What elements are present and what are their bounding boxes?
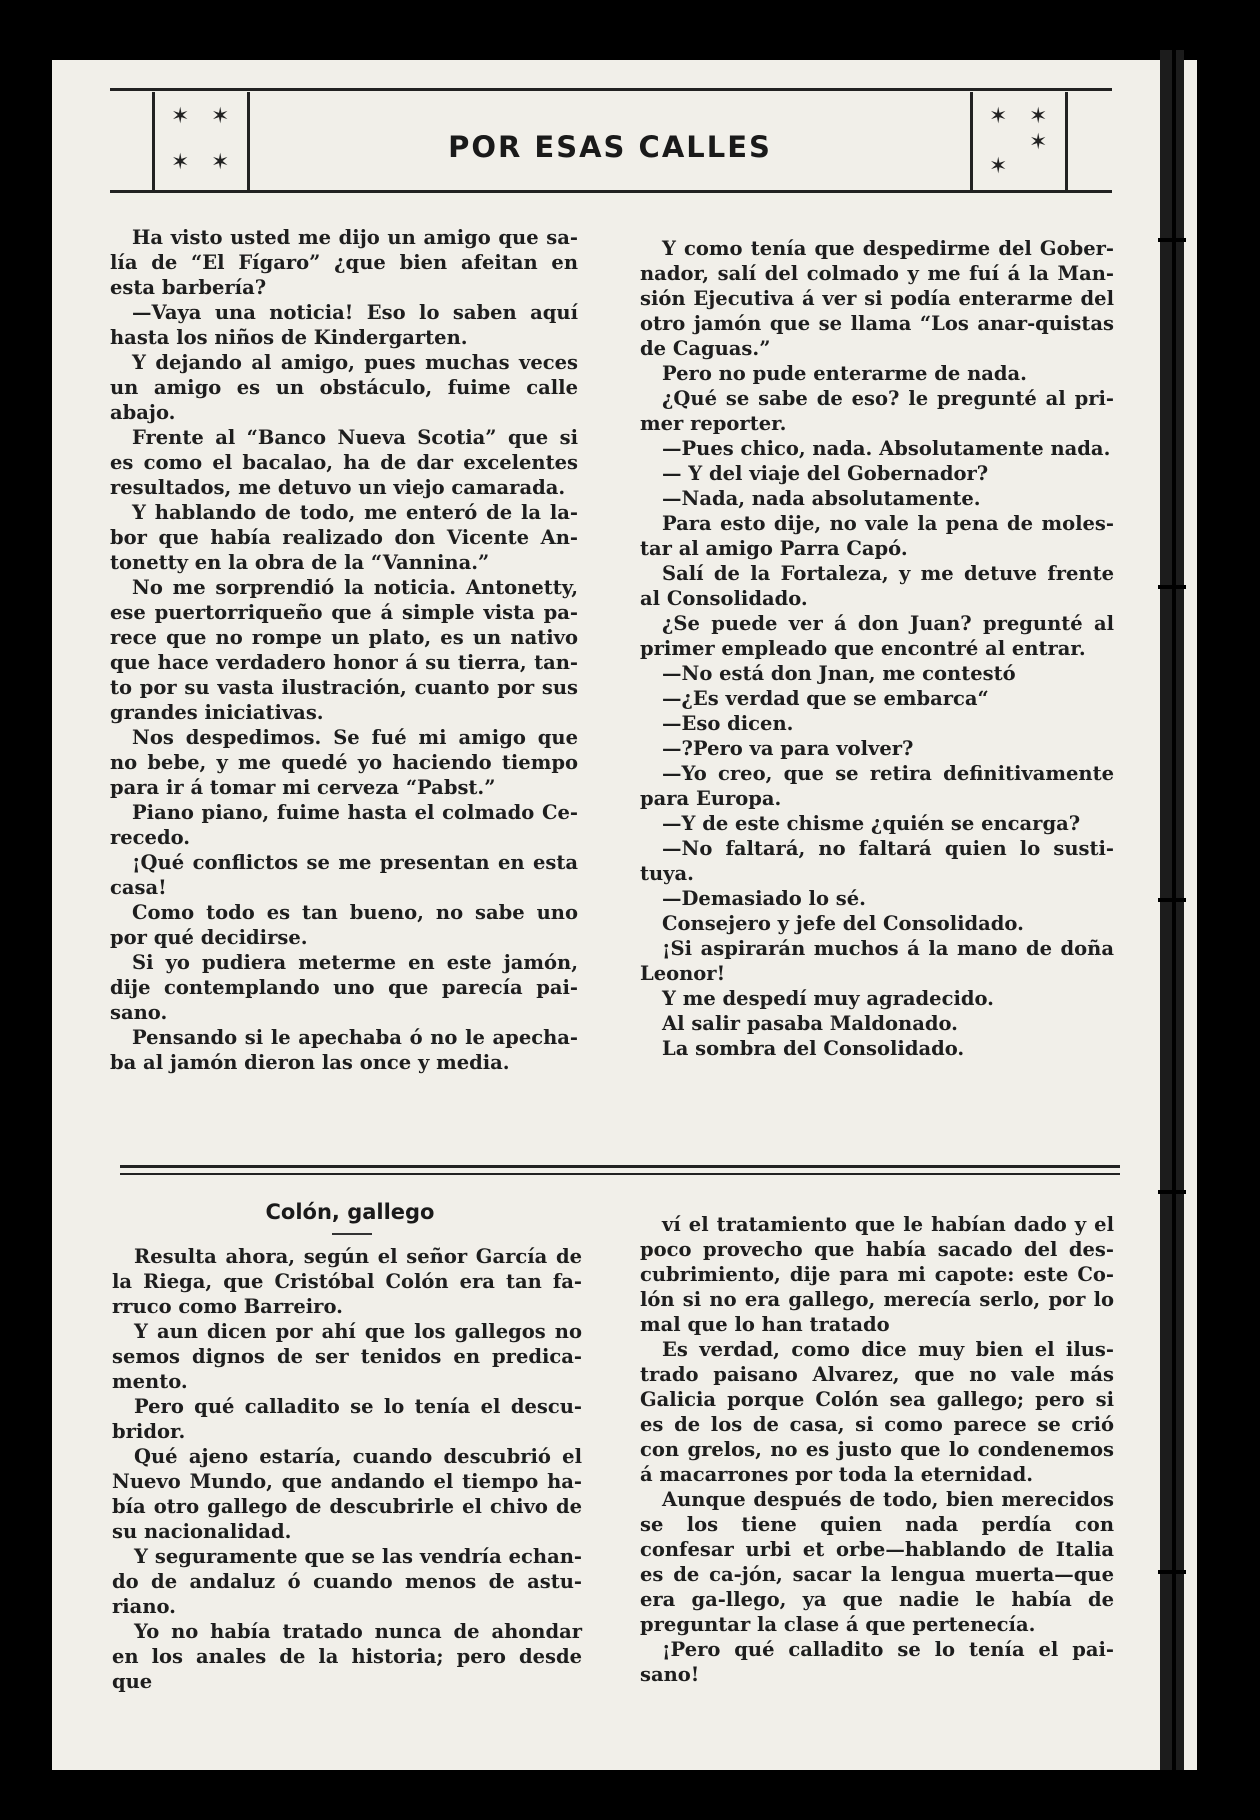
header-top-rule xyxy=(110,88,1112,91)
paragraph: Aunque después de todo, bien merecidos se los tiene quien nada perdía con confesar urbi et orbe—hablando de Italia es de ca-jón, sacar la lengua muerta—que era ga-llego, ya que nadie le había de preguntar la clase á que pertenecía. xyxy=(640,1488,1114,1636)
paragraph: Salí de la Fortaleza, y me detuve frente al Consolidado. xyxy=(640,562,1114,610)
article2-left-column xyxy=(112,1244,582,1694)
paragraph: ví el tratamiento que le habían dado y el poco provecho que había sacado del des-cubrimiento, dije para mi capote: este Co-lón si no era gallego, merecía serlo, por lo mal que lo han tratado xyxy=(640,1213,1114,1336)
paragraph: ¡Pero qué calladito se lo tenía el pai-sano! xyxy=(640,1638,1114,1686)
paragraph: Y dejando al amigo, pues muchas veces un amigo es un obstáculo, fuime calle abajo. xyxy=(110,351,578,424)
paragraph: —Yo creo, que se retira definitivamente para Europa. xyxy=(640,762,1114,810)
paragraph: ¿Qué se sabe de eso? le pregunté al pri-mer reporter. xyxy=(640,387,1114,435)
paragraph: No me sorprendió la noticia. Antonetty, ese puertorriqueño que á simple vista pa-rece que no rompe un plato, es un nativo que hace verdadero honor á su tierra, tan-to por su vasta ilustración, cuanto por sus grandes iniciativas. xyxy=(110,576,578,724)
binding-mark xyxy=(1158,898,1186,902)
paragraph: Si yo pudiera meterme en este jamón, dije contemplando uno que parecía pai-sano. xyxy=(110,951,578,1024)
paragraph: ¡Si aspirarán muchos á la mano de doña Leonor! xyxy=(640,937,1114,985)
section-title: POR ESAS CALLES xyxy=(448,130,772,164)
binding-mark xyxy=(1158,1570,1186,1574)
section-divider xyxy=(120,1173,1120,1175)
article2-title: Colón, gallego xyxy=(265,1200,435,1224)
paragraph: Consejero y jefe del Consolidado. xyxy=(662,912,1024,935)
paragraph: ¿Se puede ver á don Juan? pregunté al primer empleado que encontré al entrar. xyxy=(640,612,1114,660)
paragraph: La sombra del Consolidado. xyxy=(662,1037,965,1060)
paragraph: Al salir pasaba Maldonado. xyxy=(662,1012,958,1035)
newspaper-page xyxy=(52,60,1197,1770)
paragraph: Resulta ahora, según el señor García de la Riega, que Cristóbal Colón era tan fa-rruco como Barreiro. xyxy=(112,1245,582,1318)
paragraph: Pensando si le apechaba ó no le apecha-ba al jamón dieron las once y media. xyxy=(110,1026,578,1074)
paragraph: Pero qué calladito se lo tenía el descu-bridor. xyxy=(112,1395,582,1443)
star-icon: ✶ xyxy=(171,104,190,129)
paragraph: Piano piano, fuime hasta el colmado Ce-recedo. xyxy=(110,801,578,849)
paragraph: Y aun dicen por ahí que los gallegos no semos dignos de ser tenidos en predica-mento. xyxy=(112,1320,582,1393)
paragraph: Ha visto usted me dijo un amigo que sa-lía de “El Fígaro” ¿que bien afeitan en esta barbería? xyxy=(110,226,578,299)
star-icon: ✶ xyxy=(171,150,190,175)
paragraph: Pero no pude enterarme de nada. xyxy=(662,362,1027,385)
paragraph: Para esto dije, no vale la pena de moles-tar al amigo Parra Capó. xyxy=(640,512,1114,560)
paragraph: Y seguramente que se las vendría echan-do de andaluz ó cuando menos de astu-riano. xyxy=(112,1545,582,1618)
header-ornament-left xyxy=(152,92,250,190)
paragraph: Yo no había tratado nunca de ahondar en los anales de la historia; pero desde que xyxy=(112,1620,582,1693)
paragraph: —?Pero va para volver? xyxy=(662,737,914,760)
header-bottom-rule xyxy=(110,190,1112,193)
paragraph: Qué ajeno estaría, cuando descubrió el Nuevo Mundo, que andando el tiempo ha-bía otro gallego de descubrirle el chivo de su nacionalidad. xyxy=(112,1445,582,1543)
paragraph: —Vaya una noticia! Eso lo saben aquí hasta los niños de Kindergarten. xyxy=(110,301,578,349)
binding-mark xyxy=(1158,1190,1186,1194)
paragraph: Y como tenía que despedirme del Gober-nador, salí del colmado y me fuí á la Man-sión Ejecutiva á ver si podía enterarme del otro jamón que se llama “Los anar-quistas de Caguas.” xyxy=(640,237,1114,360)
paragraph: — Y del viaje del Gobernador? xyxy=(662,462,989,485)
star-icon: ✶ xyxy=(211,104,230,129)
paragraph: ¡Qué conflictos se me presentan en esta casa! xyxy=(110,851,578,899)
paragraph: Nos despedimos. Se fué mi amigo que no bebe, y me quedé yo haciendo tiempo para ir á tomar mi cerveza “Pabst.” xyxy=(110,726,578,799)
paragraph: Como todo es tan bueno, no sabe uno por qué decidirse. xyxy=(110,901,578,949)
article1-right-column xyxy=(640,236,1114,1061)
paragraph: —Nada, nada absolutamente. xyxy=(662,487,981,510)
paragraph: Es verdad, como dice muy bien el ilus-trado paisano Alvarez, que no vale más Galicia porque Colón sea gallego; pero si es de los de casa, si como parece se crió con grelos, no es justo que lo condenemos á macarrones por toda la eternidad. xyxy=(640,1338,1114,1486)
section-divider xyxy=(120,1165,1120,1168)
binding-line xyxy=(1172,50,1176,1770)
paragraph: Frente al “Banco Nueva Scotia” que si es como el bacalao, ha de dar excelentes resultados, me detuvo un viejo camarada. xyxy=(110,426,578,499)
paragraph: —¿Es verdad que se embarca“ xyxy=(662,687,989,710)
star-icon: ✶ xyxy=(989,104,1008,129)
paragraph: —No está don Jnan, me contestó xyxy=(662,662,1016,685)
binding-mark xyxy=(1158,238,1186,242)
paragraph: —Demasiado lo sé. xyxy=(662,887,866,910)
star-icon: ✶ xyxy=(1029,130,1048,155)
star-icon: ✶ xyxy=(1029,104,1048,129)
header-ornament-right xyxy=(970,92,1068,190)
paragraph: —Y de este chisme ¿quién se encarga? xyxy=(662,812,1081,835)
paragraph: Y hablando de todo, me enteró de la la-bor que había realizado don Vicente An-tonetty en la obra de la “Vannina.” xyxy=(110,501,578,574)
star-icon: ✶ xyxy=(989,154,1008,179)
article2-right-column xyxy=(640,1212,1114,1687)
paragraph: —Pues chico, nada. Absolutamente nada. xyxy=(662,437,1111,460)
paragraph: —Eso dicen. xyxy=(662,712,794,735)
article1-left-column xyxy=(110,225,578,1075)
star-icon: ✶ xyxy=(211,150,230,175)
binding-mark xyxy=(1158,585,1186,589)
paragraph: Y me despedí muy agradecido. xyxy=(662,987,994,1010)
title-rule xyxy=(332,1233,372,1235)
paragraph: —No faltará, no faltará quien lo susti-tuya. xyxy=(640,837,1114,885)
